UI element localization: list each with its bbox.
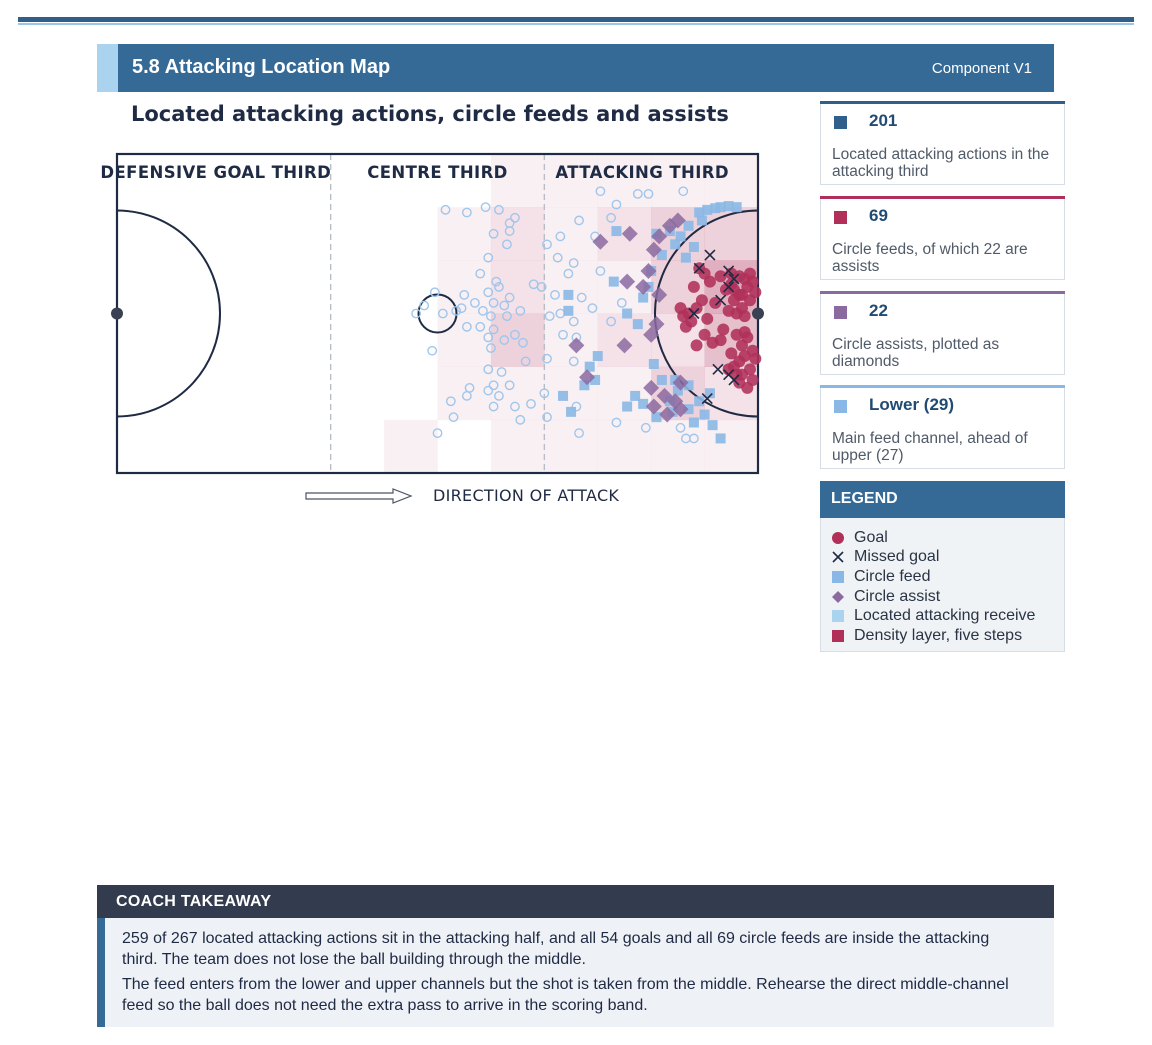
legend-label: Missed goal bbox=[854, 548, 940, 566]
kpi-swatch bbox=[834, 306, 847, 319]
feed-marker bbox=[611, 226, 621, 236]
goal-marker bbox=[680, 321, 692, 333]
legend-item-density bbox=[831, 626, 1035, 646]
kpi-accent-bar bbox=[820, 196, 1065, 199]
feed-marker bbox=[700, 410, 710, 420]
takeaway-title: COACH TAKEAWAY bbox=[116, 893, 272, 910]
kpi-description: Main feed channel, ahead of upper (27) bbox=[832, 430, 1028, 464]
feed-marker bbox=[649, 359, 659, 369]
feed-marker bbox=[697, 215, 707, 225]
density-cell bbox=[544, 314, 598, 367]
legend-panel bbox=[820, 481, 1065, 652]
legend-item-circle-assist bbox=[831, 587, 1035, 607]
kpi-card-assists bbox=[820, 291, 1065, 375]
feed-marker bbox=[622, 402, 632, 412]
section-title: 5.8 Attacking Location Map bbox=[132, 56, 391, 78]
diamond-marker-icon bbox=[831, 589, 853, 605]
feed-marker bbox=[689, 242, 699, 252]
zone-label: ATTACKING THIRD bbox=[555, 163, 729, 182]
legend-label: Circle assist bbox=[854, 587, 941, 605]
legend-item-goal bbox=[831, 528, 1035, 548]
takeaway-paragraph: The feed enters from the lower and upper channels but the shot is taken from the middle. Rehearse the direct middle-channel feed so the ball does not need the extra pass to arrive in the scoring band. bbox=[122, 976, 1009, 1014]
legend-label: Circle feed bbox=[854, 567, 931, 585]
kpi-card-feeds bbox=[820, 196, 1065, 280]
takeaway-body bbox=[122, 928, 1022, 1020]
takeaway-header bbox=[97, 885, 1054, 918]
feed-marker bbox=[609, 277, 619, 287]
feed-marker bbox=[558, 391, 568, 401]
density-cell bbox=[651, 420, 705, 473]
density-cell bbox=[384, 420, 438, 473]
goal-marker bbox=[725, 347, 737, 359]
goal-marker bbox=[739, 310, 751, 322]
feed-marker bbox=[633, 319, 643, 329]
kpi-description: Circle feeds, of which 22 are assists bbox=[832, 241, 1028, 275]
kpi-card-channel bbox=[820, 385, 1065, 469]
zone-label: DEFENSIVE GOAL THIRD bbox=[100, 163, 332, 182]
goal-marker bbox=[691, 339, 703, 351]
goal-marker bbox=[749, 286, 761, 298]
feed-marker bbox=[732, 202, 742, 212]
kpi-swatch bbox=[834, 211, 847, 224]
density-cell bbox=[544, 260, 598, 313]
legend-label: Goal bbox=[854, 528, 888, 546]
feed-marker bbox=[708, 420, 718, 430]
takeaway-paragraph: 259 of 267 located attacking actions sit in the attacking half, and all 54 goals and all 69 circle feeds are inside the attacking third. The team does not lose the ball building through the middle. bbox=[122, 930, 990, 968]
legend-header bbox=[820, 481, 1065, 518]
legend-item-circle-feed bbox=[831, 567, 1035, 587]
density-cell bbox=[491, 420, 545, 473]
left-goal-post bbox=[111, 308, 123, 320]
feed-marker bbox=[716, 433, 726, 443]
feed-marker bbox=[566, 407, 576, 417]
x-marker-icon bbox=[831, 549, 853, 565]
kpi-accent-bar bbox=[820, 101, 1065, 104]
zone-label: CENTRE THIRD bbox=[367, 163, 508, 182]
goal-marker bbox=[741, 382, 753, 394]
feed-marker bbox=[622, 309, 632, 319]
goal-marker bbox=[723, 305, 735, 317]
kpi-description: Located attacking actions in the attacking third bbox=[832, 146, 1050, 180]
kpi-swatch bbox=[834, 116, 847, 129]
kpi-card-actions bbox=[820, 101, 1065, 185]
top-rule bbox=[18, 17, 1134, 22]
density-cell bbox=[491, 314, 545, 367]
section-header bbox=[97, 44, 1054, 92]
density-cell bbox=[544, 420, 598, 473]
kpi-value: Lower (29) bbox=[869, 395, 955, 414]
feed-marker bbox=[563, 306, 573, 316]
top-rule-accent bbox=[18, 23, 1134, 25]
goal-marker bbox=[717, 323, 729, 335]
feed-marker bbox=[684, 221, 694, 231]
kpi-swatch bbox=[834, 400, 847, 413]
kpi-value: 22 bbox=[869, 301, 888, 320]
goal-marker bbox=[744, 268, 756, 280]
feed-marker bbox=[593, 351, 603, 361]
density-cell bbox=[544, 207, 598, 260]
direction-arrow-icon bbox=[305, 487, 417, 505]
goal-marker bbox=[715, 270, 727, 282]
density-cell bbox=[598, 367, 652, 420]
feed-marker bbox=[689, 417, 699, 427]
feed-marker-icon bbox=[831, 569, 853, 585]
legend-label: Located attacking receive bbox=[854, 607, 1036, 625]
kpi-value: 201 bbox=[869, 111, 898, 130]
legend-item-receive bbox=[831, 606, 1035, 626]
receive-marker-icon bbox=[831, 608, 853, 624]
legend-item-missed-goal bbox=[831, 548, 1035, 568]
goal-marker bbox=[749, 353, 761, 365]
direction-label: DIRECTION OF ATTACK bbox=[433, 486, 620, 505]
goal-marker bbox=[739, 326, 751, 338]
density-cell bbox=[598, 420, 652, 473]
goal-marker bbox=[688, 281, 700, 293]
pitch-chart bbox=[100, 150, 765, 480]
component-tag: Component V1 bbox=[931, 60, 1032, 77]
goal-marker-icon bbox=[831, 530, 853, 546]
legend-title: LEGEND bbox=[831, 490, 898, 507]
feed-marker bbox=[657, 375, 667, 385]
kpi-value: 69 bbox=[869, 206, 888, 225]
goal-marker bbox=[701, 313, 713, 325]
density-cell bbox=[438, 314, 492, 367]
feed-marker bbox=[638, 399, 648, 409]
coach-takeaway-panel bbox=[97, 885, 1054, 1027]
feed-marker bbox=[694, 396, 704, 406]
takeaway-accent-rule bbox=[97, 918, 105, 1027]
density-swatch-icon bbox=[831, 628, 853, 644]
chart-title: Located attacking actions, circle feeds and assists bbox=[131, 102, 729, 126]
goal-marker bbox=[736, 289, 748, 301]
legend-list bbox=[831, 528, 1035, 646]
feed-marker bbox=[670, 239, 680, 249]
goal-marker bbox=[675, 302, 687, 314]
kpi-accent-bar bbox=[820, 385, 1065, 388]
header-accent bbox=[97, 44, 118, 92]
legend-label: Density layer, five steps bbox=[854, 626, 1023, 644]
kpi-accent-bar bbox=[820, 291, 1065, 294]
kpi-description: Circle assists, plotted as diamonds bbox=[832, 336, 1000, 370]
right-goal-post bbox=[752, 308, 764, 320]
goal-marker bbox=[699, 329, 711, 341]
feed-marker bbox=[681, 253, 691, 263]
feed-marker bbox=[563, 290, 573, 300]
